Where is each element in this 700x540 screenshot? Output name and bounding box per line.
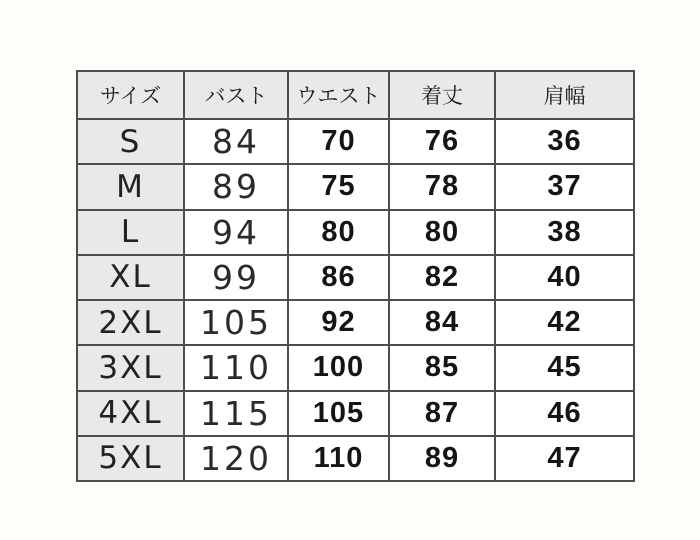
shoulder-cell: 37 — [495, 164, 634, 209]
size-chart — [76, 70, 635, 482]
size-label-cell: 3XL — [77, 345, 184, 390]
size-label-cell: L — [77, 210, 184, 255]
bust-cell: 110 — [184, 345, 288, 390]
bust-cell: 99 — [184, 255, 288, 300]
bust-cell: 84 — [184, 119, 288, 164]
table-row — [77, 255, 634, 300]
waist-cell: 92 — [288, 300, 389, 345]
header-cell-length: 着丈 — [389, 71, 495, 119]
length-cell: 80 — [389, 210, 495, 255]
table-row — [77, 391, 634, 436]
size-label-cell: 5XL — [77, 436, 184, 481]
table-row — [77, 436, 634, 481]
header-row — [77, 71, 634, 119]
header-cell-shoulder: 肩幅 — [495, 71, 634, 119]
size-chart-table — [76, 70, 635, 482]
header-cell-bust: バスト — [184, 71, 288, 119]
table-row — [77, 210, 634, 255]
table-row — [77, 300, 634, 345]
length-cell: 82 — [389, 255, 495, 300]
bust-cell: 105 — [184, 300, 288, 345]
length-cell: 84 — [389, 300, 495, 345]
length-cell: 78 — [389, 164, 495, 209]
bust-cell: 120 — [184, 436, 288, 481]
table-row — [77, 164, 634, 209]
waist-cell: 75 — [288, 164, 389, 209]
waist-cell: 110 — [288, 436, 389, 481]
waist-cell: 105 — [288, 391, 389, 436]
waist-cell: 86 — [288, 255, 389, 300]
table-row — [77, 345, 634, 390]
size-label-cell: 4XL — [77, 391, 184, 436]
waist-cell: 70 — [288, 119, 389, 164]
shoulder-cell: 46 — [495, 391, 634, 436]
shoulder-cell: 36 — [495, 119, 634, 164]
bust-cell: 115 — [184, 391, 288, 436]
shoulder-cell: 45 — [495, 345, 634, 390]
length-cell: 87 — [389, 391, 495, 436]
length-cell: 76 — [389, 119, 495, 164]
length-cell: 85 — [389, 345, 495, 390]
bust-cell: 89 — [184, 164, 288, 209]
size-label-cell: M — [77, 164, 184, 209]
header-cell-size: サイズ — [77, 71, 184, 119]
header-cell-waist: ウエスト — [288, 71, 389, 119]
size-label-cell: S — [77, 119, 184, 164]
bust-cell: 94 — [184, 210, 288, 255]
waist-cell: 80 — [288, 210, 389, 255]
shoulder-cell: 38 — [495, 210, 634, 255]
size-label-cell: XL — [77, 255, 184, 300]
shoulder-cell: 42 — [495, 300, 634, 345]
shoulder-cell: 40 — [495, 255, 634, 300]
waist-cell: 100 — [288, 345, 389, 390]
table-row — [77, 119, 634, 164]
length-cell: 89 — [389, 436, 495, 481]
shoulder-cell: 47 — [495, 436, 634, 481]
size-label-cell: 2XL — [77, 300, 184, 345]
